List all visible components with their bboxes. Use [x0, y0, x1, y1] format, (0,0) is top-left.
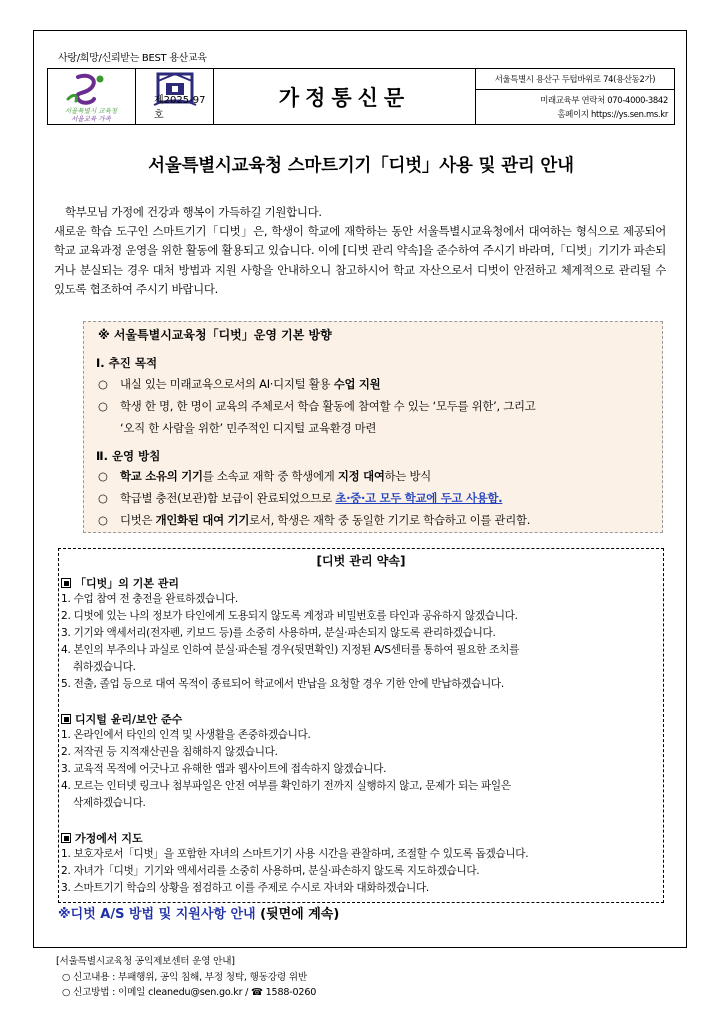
purpose-item-1: ○ 내실 있는 미래교육으로서의 AI·디지털 활용 수업 지원 — [98, 373, 650, 395]
pledge-group-heading: 「디벗」의 기본 관리 — [61, 575, 179, 591]
pledge-item-continued: 취하겠습니다. — [73, 661, 136, 673]
checkbox-square-icon — [61, 714, 71, 724]
intro-paragraph — [54, 203, 666, 299]
pledge-group-heading: 디지털 윤리/보안 준수 — [61, 711, 182, 727]
logo-icon — [48, 69, 135, 124]
pledge-group-heading: 가정에서 지도 — [61, 830, 143, 846]
policy-item-1: ○ 학교 소유의 기기를 소속교 재학 중 학생에게 지정 대여하는 방식 — [98, 465, 650, 487]
policy-box — [83, 321, 663, 533]
pledge-title: [디벗 관리 약속] — [316, 554, 406, 568]
purpose-item-2: ○ 학생 한 명, 한 명이 교육의 주체로서 학습 활동에 참여할 수 있는 ‘모두를 위한’, 그리고 ‘오직 한 사람을 위한’ 민주적인 디지털 교육환경 마련 — [98, 395, 650, 439]
logo-text-2: 서울교육 가족 — [71, 115, 111, 123]
pledge-item: 2. 디벗에 있는 나의 정보가 타인에게 도용되지 않도록 계정과 비밀번호를 타인과 공유하지 않겠습니다. — [61, 610, 518, 622]
bullet-icon: ○ — [98, 469, 108, 483]
school-motto: 사랑/희망/신뢰받는 BEST 용산교육 — [58, 53, 207, 64]
checkbox-square-icon — [61, 578, 71, 588]
footer-report-content: ○ 신고내용 : 부패행위, 공익 침해, 부정 청탁, 행동강령 위반 — [62, 971, 307, 983]
school-contact: 미래교육부 연락처 070-4000-3842 — [540, 95, 668, 105]
pledge-item: 5. 전출, 졸업 등으로 대여 목적이 종료되어 학교에서 반납을 요청할 경우 기한 안에 반납하겠습니다. — [61, 678, 504, 690]
continued-note: ※디벗 A/S 방법 및 지원사항 안내 (뒷면에 계속) — [58, 907, 340, 922]
education-office-logo — [47, 68, 136, 125]
section-purpose-heading: Ⅰ. 추진 목적 — [96, 356, 158, 370]
footer-notice — [56, 954, 316, 1001]
pledge-item: 1. 보호자로서「디벗」을 포함한 자녀의 스마트기기 사용 시간을 관찰하며, 조절할 수 있도록 돕겠습니다. — [61, 848, 529, 860]
notice-page — [33, 30, 687, 948]
policy-item-2: ○ 학급별 충전(보관)함 보급이 완료되었으므로 초·중·고 모두 학교에 두고 사용함. — [98, 487, 650, 509]
as-guide-link-text: ※디벗 A/S 방법 및 지원사항 안내 — [58, 907, 256, 922]
checkbox-square-icon — [61, 833, 71, 843]
section-policy-heading: Ⅱ. 운영 방침 — [96, 449, 161, 463]
pledge-item: 3. 기기와 액세서리(전자펜, 키보드 등)를 소중히 사용하며, 분실·파손되지 않도록 관리하겠습니다. — [61, 627, 496, 639]
pledge-item: 4. 모르는 인터넷 링크나 첨부파일은 안전 여부를 확인하기 전까지 실행하지 않고, 문제가 되는 파일은 — [61, 780, 511, 792]
pledge-item: 3. 교육적 목적에 어긋나고 유해한 앱과 웹사이트에 접속하지 않겠습니다. — [61, 763, 387, 775]
pledge-item: 1. 수업 참여 전 충전을 완료하겠습니다. — [61, 593, 238, 605]
bullet-icon: ○ — [98, 377, 108, 391]
pledge-item: 2. 자녀가「디벗」기기와 액세서리를 소중히 사용하며, 분실·파손하지 않도록 지도하겠습니다. — [61, 865, 480, 877]
pledge-item-continued: 삭제하겠습니다. — [73, 797, 146, 809]
pledge-item: 4. 본인의 부주의나 과실로 인하여 분실·파손될 경우(뒷면확인) 지정된 A/S센터를 통하여 필요한 조치를 — [61, 644, 520, 656]
bullet-icon: ○ — [98, 513, 108, 527]
letter-title: 가정통신문 — [213, 68, 476, 125]
pledge-item: 3. 스마트기기 학습의 상황을 점검하고 이를 주제로 수시로 자녀와 대화하겠습니다. — [61, 882, 429, 894]
document-title: 서울특별시교육청 스마트기기「디벗」사용 및 관리 안내 — [148, 156, 574, 176]
policy-item-3: ○ 디벗은 개인화된 대여 기기로서, 학생은 재학 중 동일한 기기로 학습하고 이를 관리함. — [98, 509, 650, 531]
bullet-icon: ○ — [98, 491, 108, 505]
pledge-box — [58, 548, 664, 903]
school-address: 서울특별시 용산구 두텁바위로 74(용산동2가) — [476, 69, 674, 90]
bullet-icon: ○ — [98, 399, 108, 413]
school-homepage: 홈페이지 https://ys.sen.ms.kr — [557, 109, 668, 119]
pledge-item: 1. 온라인에서 타인의 인격 및 사생활을 존중하겠습니다. — [61, 729, 311, 741]
school-info — [475, 68, 675, 125]
letter-header — [47, 68, 675, 125]
intro-greeting: 학부모님 가정에 건강과 행복이 가득하길 기원합니다. — [65, 205, 322, 219]
footer-title: [서울특별시교육청 공익제보센터 운영 안내] — [56, 956, 235, 967]
intro-body: 새로운 학습 도구인 스마트기기「디벗」은, 학생이 학교에 재학하는 동안 서울특별시교육청에서 대여하는 형식으로 제공되어 학교 교육과정 운영을 위한 활동에 활용되고 있습니다. 이에 [디벗 관리 약속]을 준수하여 주시기 바라며,「디벗」기기가 파손되거나 분실되는 경우 대처 방법과 지원 사항을 안내하오니 참고하시어 학교 자산으로서 디벗이 안전하고 체계적으로 관리될 수 있도록 협조하여 주시기 바랍니다. — [54, 224, 666, 296]
issue-number: 제2025-97호 — [154, 95, 206, 121]
footer-report-method: ○ 신고방법 : 이메일 cleanedu@sen.go.kr / ☎ 1588-0260 — [62, 987, 317, 998]
pledge-item: 2. 저작권 등 지적재산권을 침해하지 않겠습니다. — [61, 746, 278, 758]
school-emblem-box — [135, 68, 214, 125]
logo-text-1: 서울특별시 교육청 — [64, 107, 118, 115]
policy-heading: ※ 서울특별시교육청「디벗」운영 기본 방향 — [98, 328, 332, 342]
